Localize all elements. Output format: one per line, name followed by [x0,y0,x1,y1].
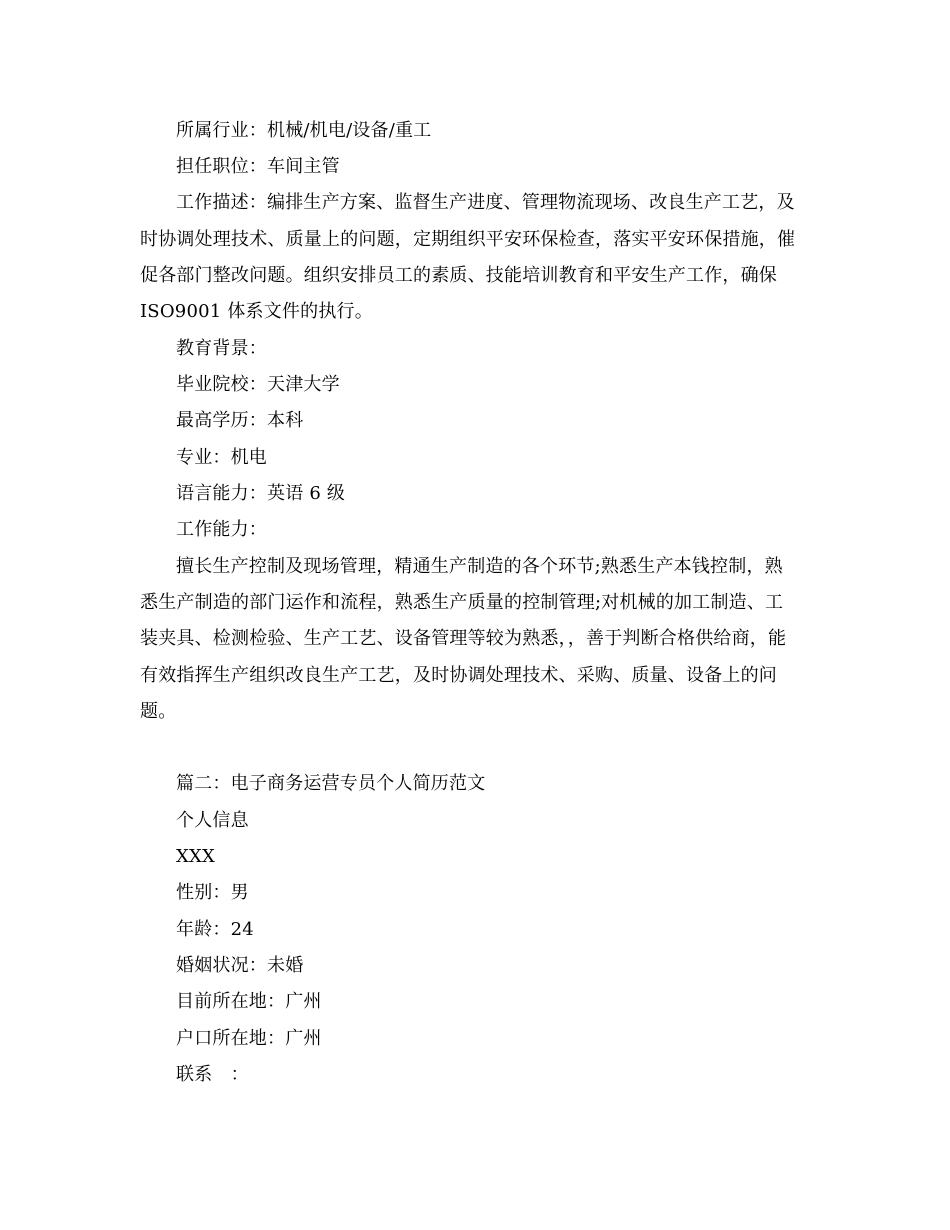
ability-heading: 工作能力： [176,519,267,540]
marital-status-line: 婚姻状况：未婚 [176,955,304,976]
name-line: XXX [176,846,216,867]
hukou-location-line: 户口所在地：广州 [176,1028,322,1049]
ability-line-5: 题。 [140,701,177,722]
degree-line: 最高学历：本科 [176,410,304,431]
job-description-line-1: 工作描述：编排生产方案、监督生产进度、管理物流现场、改良生产工艺，及 [176,192,795,213]
education-heading: 教育背景： [176,338,267,359]
ability-line-2: 悉生产制造的部门运作和流程，熟悉生产质量的控制管理;对机械的加工制造、工 [140,592,784,613]
section-title: 篇二：电子商务运营专员个人简历范文 [176,773,486,794]
job-description-line-3: 促各部门整改问题。组织安排员工的素质、技能培训教育和平安生产工作，确保 [140,265,777,286]
job-description-line-4: ISO9001 体系文件的执行。 [140,301,373,322]
job-description-line-2: 时协调处理技术、质量上的问题，定期组织平安环保检查，落实平安环保措施，催 [140,229,796,250]
ability-line-1: 擅长生产控制及现场管理，精通生产制造的各个环节;熟悉生产本钱控制，熟 [176,556,783,577]
ability-line-3: 装夹具、检测检验、生产工艺、设备管理等较为熟悉，，善于判断合格供给商，能 [140,628,787,649]
contact-line: 联系 ： [176,1064,249,1085]
age-line: 年龄：24 [176,919,254,940]
school-line: 毕业院校：天津大学 [176,374,340,395]
personal-info-heading: 个人信息 [176,810,249,831]
position-line: 担任职位：车间主管 [176,156,340,177]
current-location-line: 目前所在地：广州 [176,991,322,1012]
language-line: 语言能力：英语 6 级 [176,483,346,504]
gender-line: 性别：男 [176,882,249,903]
industry-line: 所属行业：机械/机电/设备/重工 [176,120,432,141]
major-line: 专业：机电 [176,447,267,468]
ability-line-4: 有效指挥生产组织改良生产工艺，及时协调处理技术、采购、质量、设备上的问 [140,665,777,686]
